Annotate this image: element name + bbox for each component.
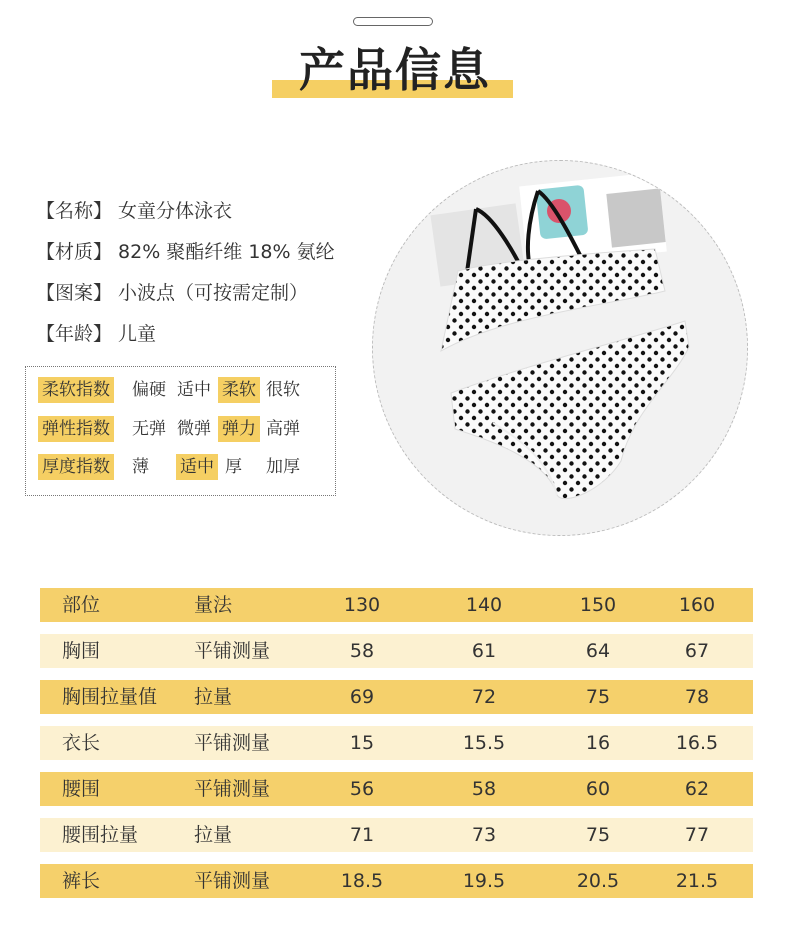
table-cell: 75 — [585, 686, 611, 708]
info-key: 【材质】 — [36, 241, 113, 263]
info-material — [36, 240, 335, 264]
attribute-index-box — [25, 366, 336, 496]
table-row — [40, 634, 753, 668]
attr-option: 微弹 — [177, 419, 211, 439]
attr-option: 无弹 — [132, 419, 166, 439]
table-cell: 胸围拉量值 — [62, 686, 158, 708]
attr-option: 薄 — [132, 457, 149, 477]
attr-option: 高弹 — [266, 419, 300, 439]
table-row — [40, 864, 753, 898]
top-decoration-pill — [353, 17, 433, 26]
table-cell: 平铺测量 — [194, 870, 271, 892]
table-cell: 21.5 — [675, 870, 719, 892]
info-value: 儿童 — [118, 323, 157, 345]
table-cell: 61 — [471, 640, 497, 662]
table-cell: 胸围 — [62, 640, 101, 662]
table-cell: 130 — [343, 594, 381, 616]
table-cell: 75 — [585, 824, 611, 846]
table-cell: 64 — [585, 640, 611, 662]
attr-option: 很软 — [266, 380, 300, 400]
table-cell: 部位 — [62, 594, 101, 616]
product-photo — [372, 160, 748, 536]
table-cell: 拉量 — [194, 686, 233, 708]
table-cell: 69 — [349, 686, 375, 708]
attr-label: 厚度指数 — [38, 454, 114, 480]
table-cell: 58 — [471, 778, 497, 800]
info-value: 女童分体泳衣 — [118, 200, 233, 222]
info-key: 【名称】 — [36, 200, 113, 222]
table-cell: 平铺测量 — [194, 640, 271, 662]
info-name — [36, 199, 232, 223]
table-cell: 60 — [585, 778, 611, 800]
info-pattern — [36, 281, 308, 305]
table-cell: 拉量 — [194, 824, 233, 846]
table-cell: 67 — [684, 640, 710, 662]
attr-option: 适中 — [177, 380, 211, 400]
attr-option: 偏硬 — [132, 380, 166, 400]
info-key: 【图案】 — [36, 282, 113, 304]
table-cell: 裤长 — [62, 870, 101, 892]
info-age — [36, 322, 156, 346]
attr-option-selected: 弹力 — [218, 416, 260, 442]
table-cell: 量法 — [194, 594, 233, 616]
table-cell: 腰围拉量 — [62, 824, 139, 846]
table-cell: 160 — [678, 594, 716, 616]
table-cell: 16.5 — [675, 732, 719, 754]
table-cell: 150 — [579, 594, 617, 616]
table-cell: 15.5 — [462, 732, 506, 754]
table-cell: 58 — [349, 640, 375, 662]
attr-option-selected: 适中 — [176, 454, 218, 480]
table-cell: 19.5 — [462, 870, 506, 892]
size-table-header — [40, 588, 753, 622]
table-cell: 16 — [585, 732, 611, 754]
table-cell: 140 — [465, 594, 503, 616]
attr-label: 弹性指数 — [38, 416, 114, 442]
table-cell: 腰围 — [62, 778, 101, 800]
table-cell: 20.5 — [576, 870, 620, 892]
info-key: 【年龄】 — [36, 323, 113, 345]
table-cell: 15 — [349, 732, 375, 754]
attr-option: 加厚 — [266, 457, 300, 477]
table-cell: 72 — [471, 686, 497, 708]
table-row — [40, 818, 753, 852]
table-cell: 78 — [684, 686, 710, 708]
table-row — [40, 772, 753, 806]
info-value: 小波点（可按需定制） — [118, 282, 309, 304]
table-cell: 62 — [684, 778, 710, 800]
table-cell: 73 — [471, 824, 497, 846]
table-row — [40, 680, 753, 714]
table-cell: 平铺测量 — [194, 732, 271, 754]
table-cell: 77 — [684, 824, 710, 846]
table-cell: 56 — [349, 778, 375, 800]
page-title: 产品信息 — [299, 43, 491, 97]
attr-label: 柔软指数 — [38, 377, 114, 403]
table-cell: 平铺测量 — [194, 778, 271, 800]
table-cell: 衣长 — [62, 732, 101, 754]
table-cell: 18.5 — [340, 870, 384, 892]
info-value: 82% 聚酯纤维 18% 氨纶 — [118, 241, 335, 263]
attr-option-selected: 柔软 — [218, 377, 260, 403]
table-row — [40, 726, 753, 760]
table-cell: 71 — [349, 824, 375, 846]
attr-option: 厚 — [225, 457, 242, 477]
